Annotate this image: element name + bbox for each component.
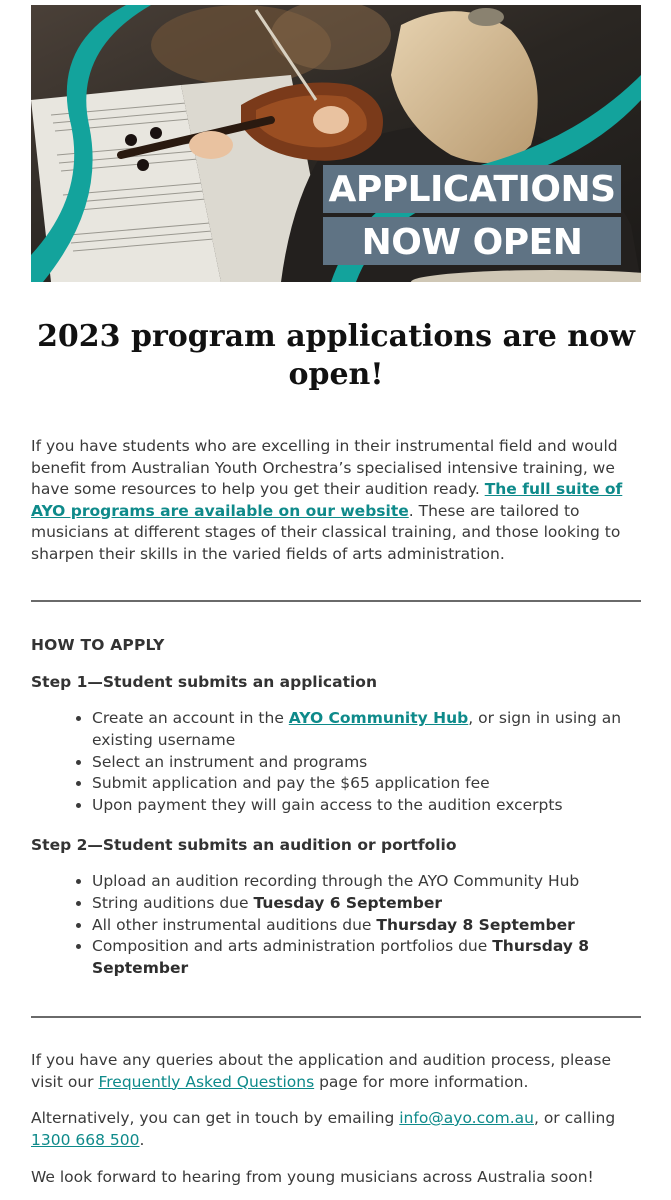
list-item: • Upon payment they will gain access to the audition excerpts <box>92 795 662 817</box>
queries-text-post: page for more information. <box>314 1072 529 1091</box>
instrumental-due-date: Thursday 8 September <box>376 915 575 934</box>
faq-link[interactable]: Frequently Asked Questions <box>98 1072 315 1091</box>
queries-text-pre: If you have any queries about the application and audition process, please visit our <box>31 1051 611 1091</box>
closing-paragraph: We look forward to hearing from young musicians across Australia soon! <box>31 1168 594 1186</box>
intro-text-1: If you have students who are excelling in their instrumental field and would benefit from Australian Youth Orchestra’s specialised intensive training, we have some resources to help you get their audition ready. <box>31 437 618 498</box>
step2-heading: Step 2—Student submits an audition or portfolio <box>31 836 457 854</box>
step1-heading: Step 1—Student submits an application <box>31 673 377 691</box>
step2-b3-pre: All other instrumental auditions due <box>92 915 377 934</box>
banner-text-now-open: NOW OPEN <box>323 217 621 265</box>
divider <box>31 600 641 602</box>
list-item <box>92 893 662 915</box>
contact-paragraph <box>31 1108 643 1151</box>
banner-text-applications: APPLICATIONS <box>323 165 621 213</box>
how-to-apply-heading: HOW TO APPLY <box>31 636 165 654</box>
step2-b2-pre: String auditions due <box>92 893 254 912</box>
list-item <box>92 936 662 980</box>
queries-paragraph <box>31 1050 643 1093</box>
list-item: • Upload an audition recording through the AYO Community Hub <box>92 871 662 893</box>
list-item <box>92 708 662 752</box>
step1-b1-pre: Create an account in the <box>92 709 289 727</box>
contact-text-post: . <box>139 1130 145 1149</box>
contact-text-mid: , or calling <box>533 1109 616 1127</box>
list-item <box>92 915 662 937</box>
hero-image <box>31 5 641 282</box>
portfolio-due-date: Thursday 8 September <box>92 937 590 978</box>
list-item: • Select an instrument and programs <box>92 752 662 774</box>
intro-text-2: . These are tailored to musicians at different stages of their classical training, and those looking to sharpen their skills in the varied fields of arts administration. <box>31 501 621 563</box>
divider <box>31 1016 641 1018</box>
step1-list <box>74 708 662 817</box>
email-link[interactable]: info@ayo.com.au <box>399 1109 534 1127</box>
string-due-date: Tuesday 6 September <box>253 893 442 912</box>
step1-b1-post: , or sign in using an existing username <box>92 709 622 749</box>
phone-link[interactable]: 1300 668 500 <box>31 1130 140 1149</box>
intro-paragraph <box>31 436 643 565</box>
programs-website-link[interactable]: The full suite of AYO programs are available on our website <box>31 480 623 520</box>
community-hub-link[interactable]: AYO Community Hub <box>288 709 469 727</box>
list-item: • Submit application and pay the $65 application fee <box>92 773 662 795</box>
step2-b4-pre: Composition and arts administration portfolios due <box>92 937 493 956</box>
contact-text-pre: Alternatively, you can get in touch by emailing <box>31 1109 400 1127</box>
page-title: 2023 program applications are now open! <box>37 319 635 392</box>
step2-list <box>74 871 662 980</box>
